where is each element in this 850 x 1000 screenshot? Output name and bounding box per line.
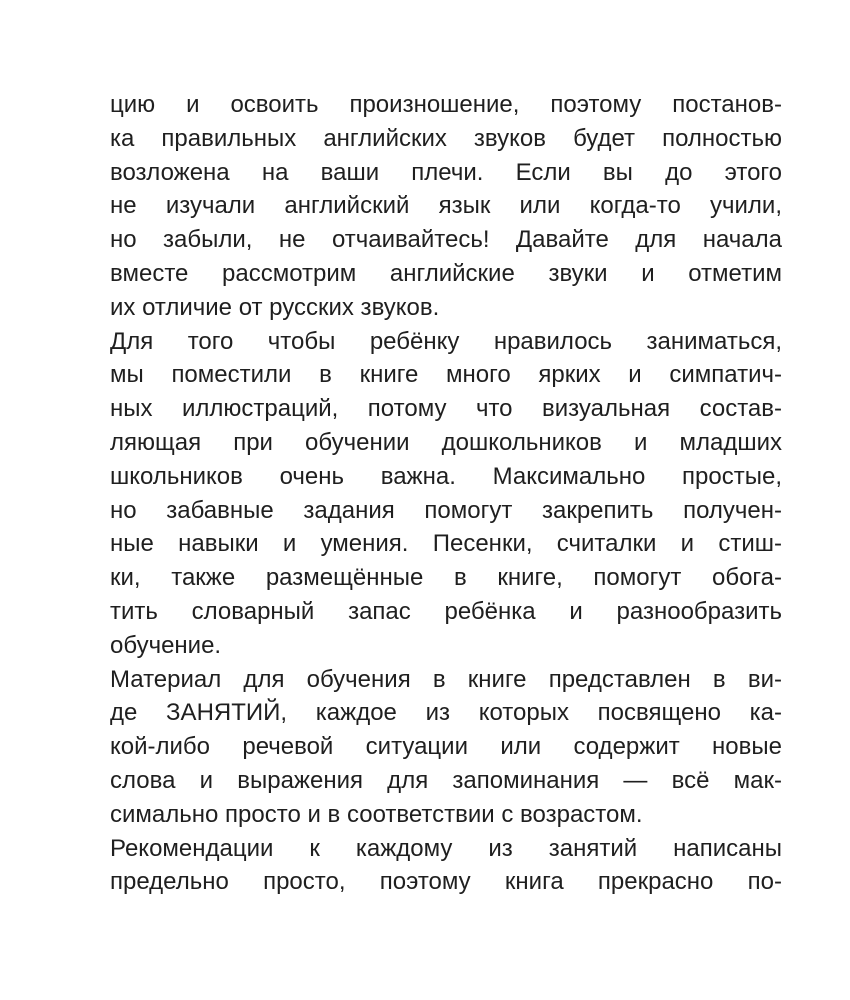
text-line: ных иллюстраций, потому что визуальная состав- [110,395,782,423]
text-line: Материал для обучения в книге представлен в ви- [110,665,782,693]
text-line: слова и выражения для запоминания — всё мак- [110,766,782,794]
paragraph-2 [110,325,782,663]
text-line: де ЗАНЯТИЙ, каждое из которых посвящено ка- [110,699,782,727]
text-line: но забыли, не отчаивайтесь! Давайте для начала [110,226,782,254]
text-line: тить словарный запас ребёнка и разнообразить [110,597,782,625]
text-line: их отличие от русских звуков. [110,293,440,321]
text-line: кой-либо речевой ситуации или содержит новые [110,733,782,761]
text-line: предельно просто, поэтому книга прекрасно по- [110,868,782,896]
text-line: не изучали английский язык или когда-то учили, [110,192,782,220]
page-body [110,88,782,899]
text-line: симально просто и в соответствии с возрастом. [110,800,643,828]
paragraph-3 [110,663,782,832]
text-line: цию и освоить произношение, поэтому постанов- [110,91,782,118]
text-line: ка правильных английских звуков будет полностью [110,124,782,152]
paragraph-4 [110,832,782,900]
text-line: обучение. [110,631,222,659]
text-line: мы поместили в книге много ярких и симпатич- [110,361,782,389]
text-line: ляющая при обучении дошкольников и младших [110,428,782,456]
text-line: вместе рассмотрим английские звуки и отметим [110,259,782,287]
text-line: возложена на ваши плечи. Если вы до этого [110,158,782,186]
text-line: школьников очень важна. Максимально простые, [110,462,782,490]
text-line: ные навыки и умения. Песенки, считалки и стиш- [110,530,782,558]
text-line: ки, также размещённые в книге, помогут обога- [110,564,782,592]
text-line: Рекомендации к каждому из занятий написаны [110,834,782,862]
paragraph-1 [110,88,782,325]
text-line: Для того чтобы ребёнку нравилось заниматься, [110,327,782,355]
text-line: но забавные задания помогут закрепить получен- [110,496,782,524]
